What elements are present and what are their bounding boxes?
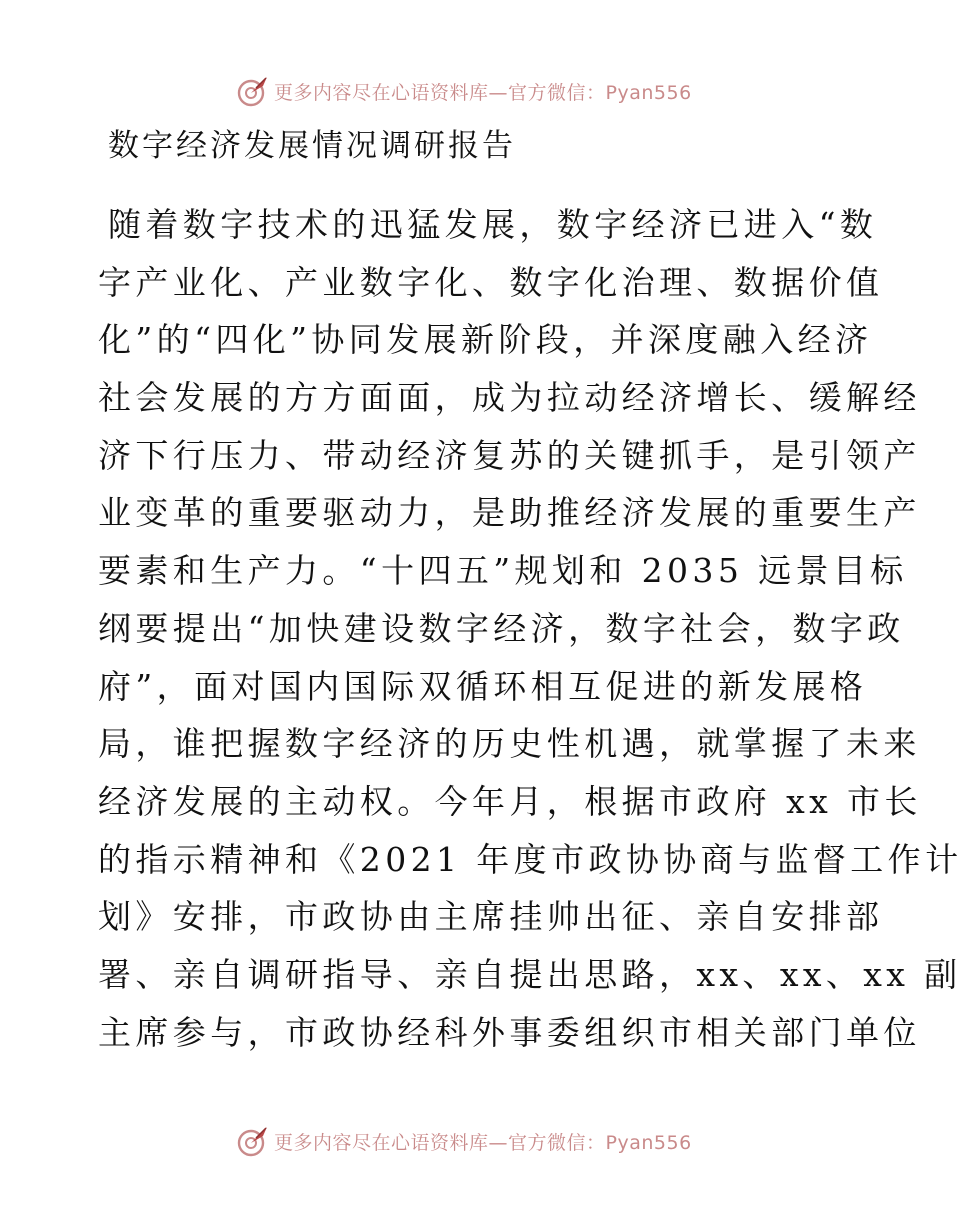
body-line: 要素和生产力。“十四五”规划和 2035 远景目标 bbox=[98, 551, 908, 591]
watermark-text: 更多内容尽在心语资料库—官方微信：Pyan556 bbox=[274, 1131, 692, 1154]
body-line: 的指示精神和《2021 年度市政协协商与监督工作计 bbox=[98, 839, 962, 879]
footer-watermark bbox=[236, 1124, 692, 1158]
quill-pen-logo-icon bbox=[236, 74, 270, 108]
body-line: 随着数字技术的迅猛发展，数字经济已进入“数 bbox=[108, 205, 878, 244]
watermark-text: 更多内容尽在心语资料库—官方微信：Pyan556 bbox=[274, 81, 692, 104]
body-line: 主席参与，市政协经科外事委组织市相关部门单位 bbox=[98, 1012, 921, 1052]
header-watermark bbox=[236, 74, 692, 108]
document-title: 数字经济发展情况调研报告 bbox=[108, 128, 516, 164]
body-line: 社会发展的方方面面，成为拉动经济增长、缓解经 bbox=[98, 378, 921, 418]
body-line: 署、亲自调研指导、亲自提出思路，xx、xx、xx 副 bbox=[98, 954, 962, 994]
body-line: 局，谁把握数字经济的历史性机遇，就掌握了未来 bbox=[98, 724, 921, 764]
document-body bbox=[98, 196, 962, 1061]
watermark-wechat-id: Pyan556 bbox=[605, 1131, 692, 1154]
body-line: 经济发展的主动权。今年月，根据市政府 xx 市长 bbox=[98, 781, 922, 821]
body-line: 字产业化、产业数字化、数字化治理、数据价值 bbox=[98, 262, 884, 302]
body-line: 划》安排，市政协由主席挂帅出征、亲自安排部 bbox=[98, 897, 884, 937]
body-line: 纲要提出“加快建设数字经济，数字社会，数字政 bbox=[98, 608, 905, 648]
body-line: 业变革的重要驱动力，是助推经济发展的重要生产 bbox=[98, 493, 921, 533]
body-line: 济下行压力、带动经济复苏的关键抓手，是引领产 bbox=[98, 435, 921, 475]
body-line: 府”，面对国内国际双循环相互促进的新发展格 bbox=[98, 666, 868, 706]
watermark-wechat-id: Pyan556 bbox=[605, 81, 692, 104]
quill-pen-logo-icon bbox=[236, 1124, 270, 1158]
body-line: 化”的“四化”协同发展新阶段，并深度融入经济 bbox=[98, 320, 873, 360]
